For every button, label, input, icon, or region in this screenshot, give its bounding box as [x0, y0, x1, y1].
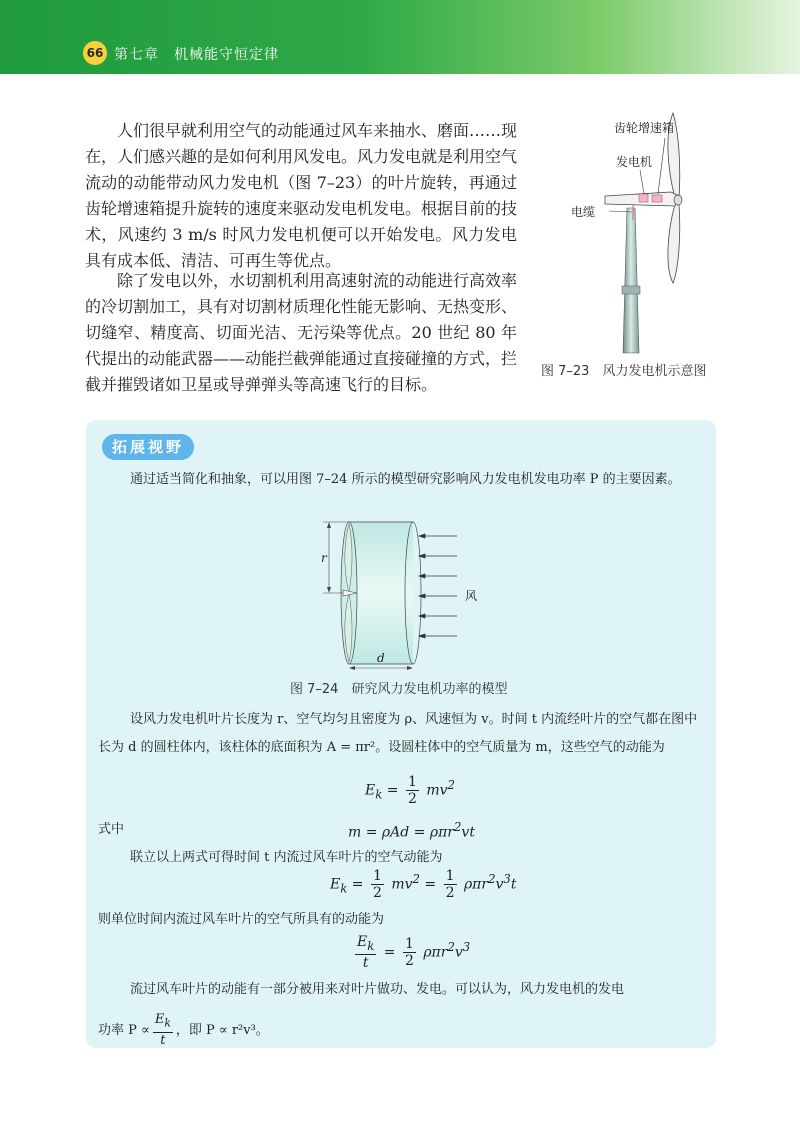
figure-7-23-caption: 图 7–23 风力发电机示意图	[541, 364, 707, 379]
wind-turbine-diagram	[555, 108, 735, 358]
box-setup: 设风力发电机叶片长度为 r、空气均匀且密度为 ρ、风速恒为 v。时间 t 内流经叶片的空气都在图中长为 d 的圆柱体内，该柱体的底面积为 A = πr²。设圆柱体中的空气质量为 m，这些空气的动能为	[98, 712, 698, 755]
label-generator: 发电机	[616, 155, 653, 169]
box-conclusion-2: 功率 P ∝ $\frac{E_k}{t}$ ，即 P ∝ r²v³。	[98, 1012, 269, 1048]
paragraph-wind-power: 人们很早就利用空气的动能通过风车来抽水、磨面……现在，人们感兴趣的是如何利用风发电。风力发电就是利用空气流动的动能带动风力发电机（图 7–23）的叶片旋转，再通过齿轮增速箱提升旋转的速度来驱动发电机发电。根据目前的技术，风速约 3 m/s 时风力发电机便可以开始发电。风力发电具有成本低、清洁、可再生等优点。	[85, 121, 518, 270]
box-conclusion-1: 流过风车叶片的动能有一部分被用来对叶片做功、发电。可以认为，风力发电机的发电	[130, 982, 625, 997]
page-number: 66	[83, 41, 107, 65]
box-per-time: 则单位时间内流过风车叶片的空气所具有的动能为	[98, 912, 385, 927]
label-d: d	[377, 651, 385, 665]
label-wind: 风	[465, 589, 478, 603]
equation-ek: $E_k$ = $\frac{1}{2}$ $mv^2$	[365, 774, 455, 807]
label-cable: 电缆	[571, 205, 596, 219]
label-r: r	[321, 551, 327, 565]
equation-ek-combined: $E_k$ = $\frac{1}{2}$ $mv^2$ = $\frac{1}{2}$ $\rho\pi r^2v^3t$	[330, 868, 517, 901]
label-gearbox: 齿轮增速箱	[614, 121, 675, 135]
figure-7-24-caption: 图 7–24 研究风力发电机功率的模型	[290, 682, 508, 697]
paragraph-applications: 除了发电以外，水切割机利用高速射流的动能进行高效率的冷切割加工，具有对切割材质理化性能无影响、无热变形、切缝窄、精度高、切面光洁、无污染等优点。20 世纪 80 年代提出的动能武器——动能拦截弹能通过直接碰撞的方式，拦截并摧毁诸如卫星或导弹弹头等高速飞行的目标。	[85, 271, 518, 394]
chapter-title: 第七章 机械能守恒定律	[114, 47, 279, 63]
extension-badge: 拓展视野	[102, 434, 194, 460]
wind-power-model-diagram	[313, 518, 503, 678]
box-intro: 通过适当简化和抽象，可以用图 7–24 所示的模型研究影响风力发电机发电功率 P 的主要因素。	[130, 472, 681, 487]
where-label: 式中	[98, 822, 125, 837]
equation-ek-per-time: $\frac{E_k}{t}$ = $\frac{1}{2}$ $\rho\pi r^2v^3$	[357, 934, 471, 971]
equation-mass: m = ρAd = ρπr$^2$vt	[348, 820, 475, 841]
box-combine: 联立以上两式可得时间 t 内流过风车叶片的空气动能为	[130, 850, 443, 865]
